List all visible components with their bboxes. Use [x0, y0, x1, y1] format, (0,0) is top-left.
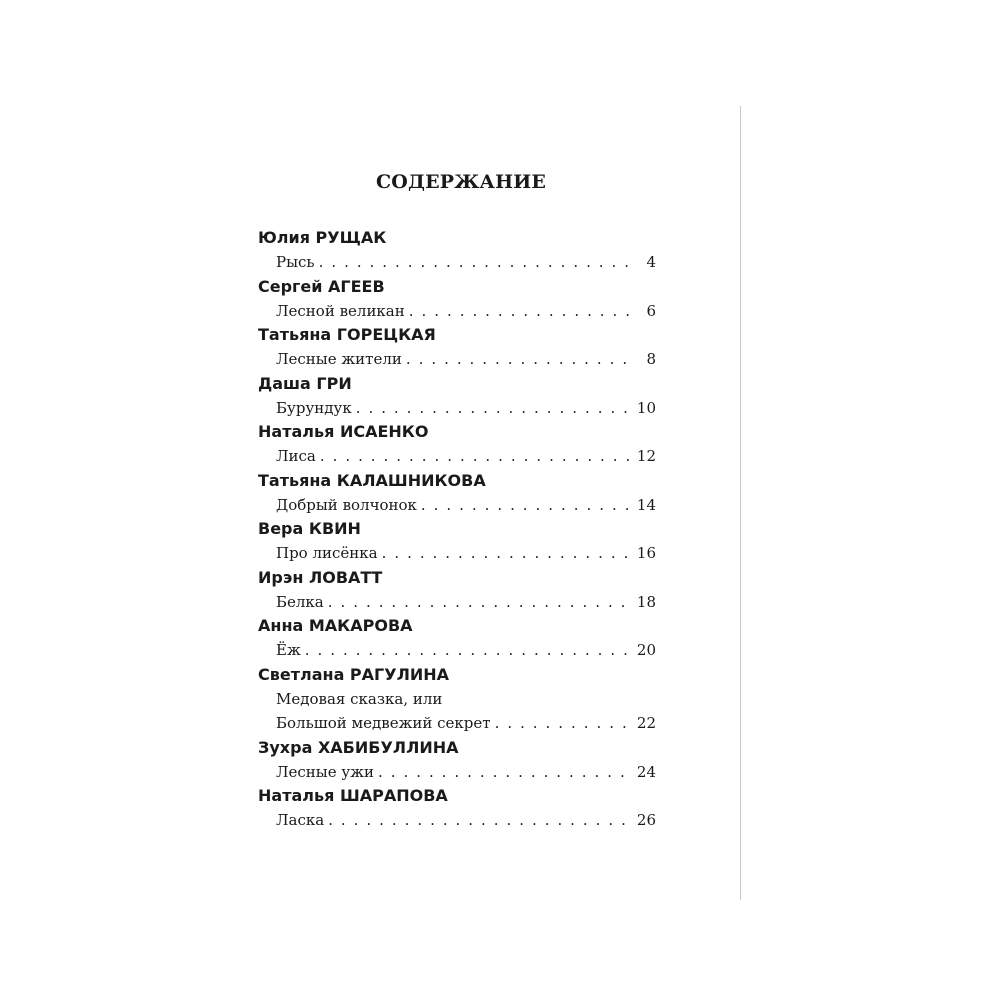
toc-author: Татьяна ГОРЕЦКАЯ — [258, 325, 436, 344]
toc-work-row — [276, 493, 656, 518]
toc-work-title: Добрый волчонок — [276, 495, 417, 514]
toc-entry — [258, 784, 656, 833]
toc-work-row — [276, 444, 656, 469]
toc-page-number: 6 — [646, 301, 656, 320]
toc-entry — [258, 566, 656, 615]
toc-author: Татьяна КАЛАШНИКОВА — [258, 470, 486, 490]
toc-work-title: Медовая сказка, или — [276, 689, 443, 708]
dot-leader — [305, 638, 630, 663]
toc-work-row — [276, 299, 656, 324]
toc-work-title: Рысь — [276, 253, 315, 271]
toc-work-row — [276, 711, 656, 736]
toc-work-title: Ласка — [276, 811, 325, 829]
toc-work-row — [276, 250, 656, 275]
toc-author: Зухра ХАБИБУЛЛИНА — [258, 737, 459, 757]
toc-entry — [258, 275, 656, 324]
dot-leader — [421, 493, 630, 518]
toc-entry — [258, 614, 656, 663]
toc-work — [276, 250, 656, 275]
dot-leader — [328, 590, 630, 615]
toc-page-number: 22 — [636, 714, 656, 732]
dot-leader — [382, 541, 630, 566]
dot-leader — [406, 347, 630, 372]
toc-work — [276, 299, 656, 324]
toc-work-row — [276, 541, 656, 566]
toc-entry — [258, 226, 656, 275]
toc-page-number: 14 — [636, 495, 656, 514]
toc-page-number: 18 — [636, 592, 656, 611]
toc-page-number: 4 — [646, 253, 656, 271]
toc-page-number: 20 — [636, 641, 656, 659]
toc-page-number: 24 — [636, 762, 656, 781]
dot-leader — [356, 396, 630, 421]
toc-work-title: Белка — [276, 592, 324, 611]
toc-author: Даша ГРИ — [258, 373, 352, 393]
toc-author: Юлия РУЩАК — [258, 228, 387, 247]
toc-work-title: Ёж — [276, 641, 301, 659]
toc-page-number: 12 — [636, 447, 656, 465]
dot-leader — [378, 760, 630, 785]
page-edge-divider — [740, 106, 741, 900]
toc-work — [276, 638, 656, 663]
toc-entry — [258, 469, 656, 518]
toc-author: Сергей АГЕЕВ — [258, 276, 385, 296]
toc-work-title: Бурундук — [276, 398, 352, 417]
toc-entry — [258, 323, 656, 372]
toc-work — [276, 760, 656, 785]
toc-entry — [258, 372, 656, 421]
toc-entry — [258, 517, 656, 566]
toc-work — [276, 347, 656, 372]
toc-work-title: Лесной великан — [276, 301, 405, 320]
dot-leader — [409, 299, 630, 324]
toc-entry — [258, 736, 656, 785]
toc-work-row — [276, 638, 656, 663]
toc-work — [276, 687, 656, 736]
table-of-contents — [258, 226, 656, 833]
toc-author: Наталья ШАРАПОВА — [258, 786, 448, 805]
toc-work-row — [276, 347, 656, 372]
toc-work — [276, 444, 656, 469]
toc-work-row — [276, 590, 656, 615]
toc-work — [276, 396, 656, 421]
toc-work-row — [276, 760, 656, 785]
toc-entry — [258, 420, 656, 469]
toc-work-row — [276, 396, 656, 421]
toc-work-row — [276, 808, 656, 833]
toc-work — [276, 808, 656, 833]
toc-entry — [258, 663, 656, 736]
toc-work-title: Лесные ужи — [276, 762, 374, 781]
toc-page-number: 16 — [636, 544, 656, 562]
toc-page-number: 26 — [636, 811, 656, 829]
toc-work — [276, 493, 656, 518]
toc-author: Светлана РАГУЛИНА — [258, 664, 450, 684]
toc-page-number: 8 — [646, 350, 656, 368]
toc-author: Вера КВИН — [258, 519, 361, 538]
toc-work — [276, 541, 656, 566]
dot-leader — [319, 250, 630, 275]
toc-work-title: Лесные жители — [276, 350, 402, 368]
toc-work-title: Лиса — [276, 447, 316, 465]
page-title: СОДЕРЖАНИЕ — [375, 171, 547, 193]
dot-leader — [328, 808, 630, 833]
toc-author: Ирэн ЛОВАТТ — [258, 567, 383, 587]
toc-page-number: 10 — [636, 398, 656, 417]
dot-leader — [320, 444, 630, 469]
toc-author: Наталья ИСАЕНКО — [258, 422, 429, 441]
toc-author: Анна МАКАРОВА — [258, 616, 413, 635]
toc-work — [276, 590, 656, 615]
toc-work-title: Про лисёнка — [276, 544, 378, 562]
toc-work-title: Большой медвежий секрет — [276, 714, 491, 732]
dot-leader — [495, 711, 630, 736]
